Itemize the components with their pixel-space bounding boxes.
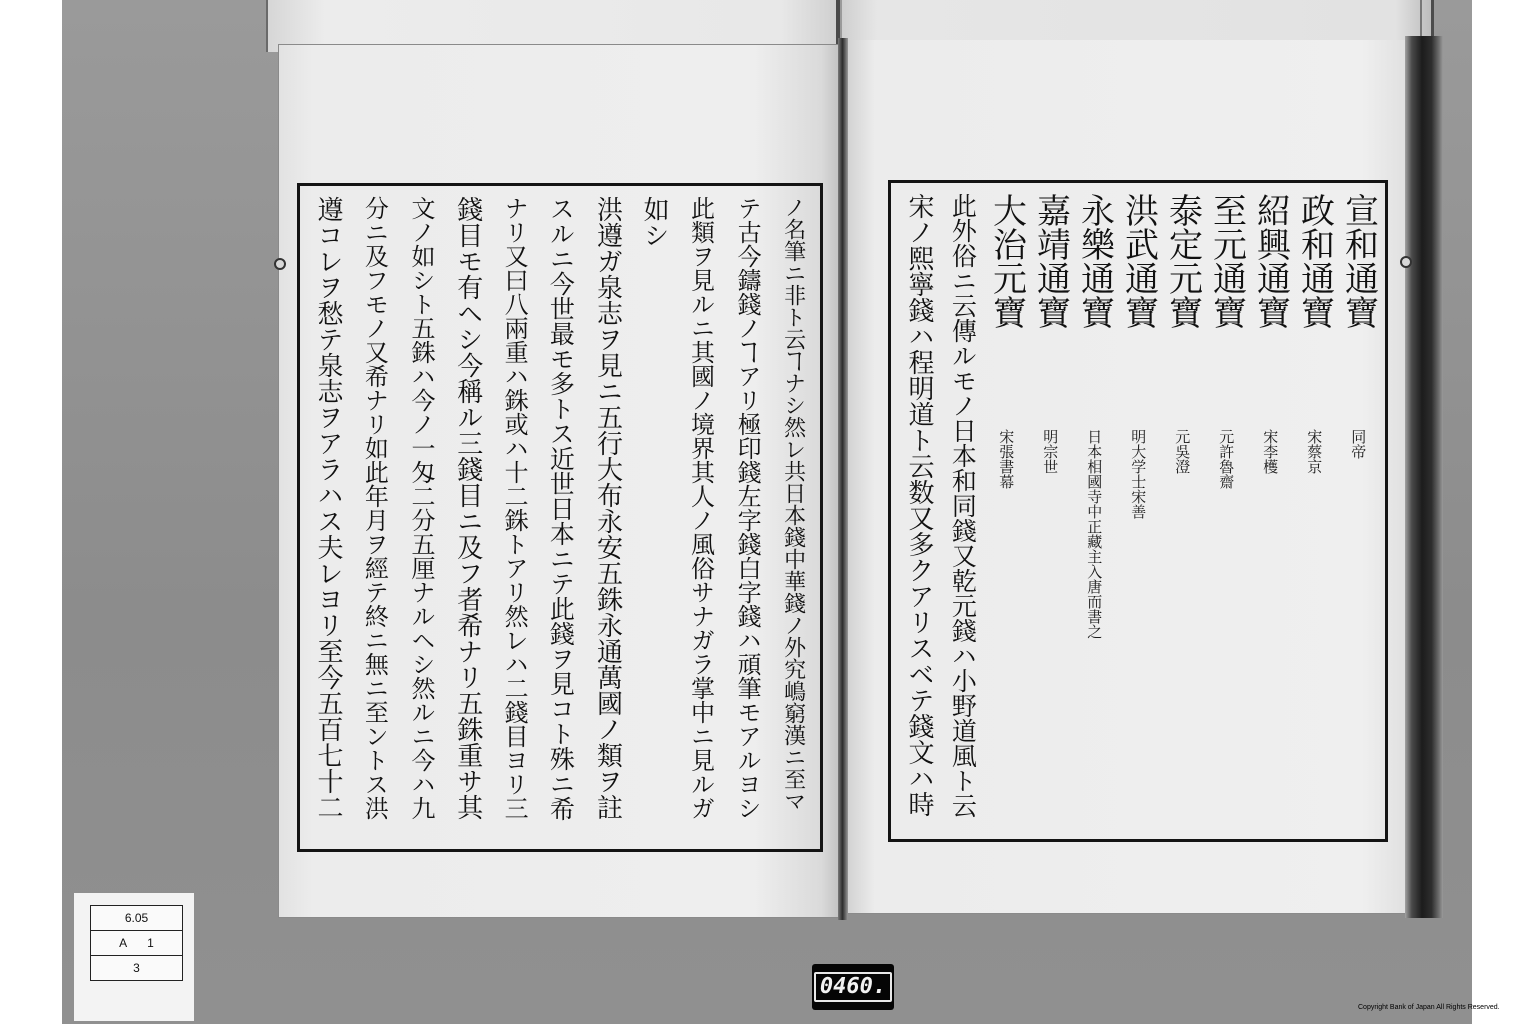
coin-column — [1293, 191, 1335, 833]
frame-number: 0460. — [814, 972, 892, 1002]
calligrapher-note: 宋李檴 — [1261, 429, 1280, 474]
calligrapher-note: 同帝 — [1349, 429, 1368, 459]
calligrapher-note: 明大学士宋善 — [1129, 429, 1148, 519]
coin-inscription: 宣和通寶 — [1338, 193, 1379, 329]
column-text: テ古今鑄錢ノヿアリ極印錢左字錢白字錢ハ頑筆モアルヨシ — [733, 196, 762, 820]
text-column — [306, 194, 348, 843]
coin-inscription: 泰定元寶 — [1162, 193, 1203, 329]
label-section-number: 1 — [147, 936, 154, 950]
column-text: ナリ又曰八兩重ハ銖或ハ十二銖トアリ然レハ二錢目ヨリ三 — [500, 196, 529, 820]
column-text: スルニ今世最モ多トス近世日本ニテ此錢ヲ見コト殊ニ希 — [546, 196, 576, 821]
column-text: 此外俗ニ云傳ルモノ日本和同錢又乾元錢ハ小野道風ト云 — [948, 193, 978, 818]
coin-column — [985, 191, 1027, 833]
left-page-columns — [306, 194, 814, 843]
label-row-section — [91, 931, 182, 956]
text-column — [941, 191, 983, 833]
calligrapher-note: 明宗世 — [1041, 429, 1060, 474]
text-column — [897, 191, 939, 833]
text-column — [679, 194, 721, 843]
book-binding — [1405, 36, 1443, 918]
coin-inscription: 至元通寶 — [1206, 193, 1247, 329]
coin-column — [1029, 191, 1071, 833]
text-column — [353, 194, 395, 843]
coin-inscription: 嘉靖通寶 — [1030, 193, 1071, 329]
label-row-shelf — [91, 906, 182, 931]
coin-column — [1117, 191, 1159, 833]
coin-inscription: 大治元寶 — [986, 193, 1027, 329]
label-row-volume — [91, 956, 182, 980]
column-text: 分ニ及フモノ又希ナリ如此年月ヲ經テ終ニ無ニ至ントス洪 — [360, 196, 389, 820]
column-text: 遵コレヲ愁テ泉志ヲアラハス夫レヨリ至今五百七十二 — [312, 196, 343, 820]
coin-inscription: 永樂通寶 — [1074, 193, 1115, 329]
text-column — [539, 194, 581, 843]
binding-hole-icon — [274, 258, 286, 270]
text-column — [772, 194, 814, 843]
calligrapher-note: 日本相國寺中正藏主入唐而書之 — [1085, 429, 1104, 639]
right-page-columns — [897, 191, 1379, 833]
calligrapher-note: 宋蔡京 — [1305, 429, 1324, 474]
column-text: 文ノ如シト五銖ハ今ノ一匁二分五厘ナルヘシ然ルニ今ハ九 — [406, 196, 435, 820]
label-section-letter: A — [119, 936, 128, 950]
text-column — [632, 194, 674, 843]
column-text: 如シ — [639, 196, 670, 248]
coin-column — [1161, 191, 1203, 833]
archive-label-table — [90, 905, 183, 981]
text-column — [399, 194, 441, 843]
label-volume-number: 3 — [133, 961, 140, 975]
coin-inscription: 紹興通寶 — [1250, 193, 1291, 329]
coin-column — [1205, 191, 1247, 833]
copyright-notice: Copyright Bank of Japan All Rights Reserved. — [1358, 1004, 1500, 1011]
coin-column — [1073, 191, 1115, 833]
text-column — [586, 194, 628, 843]
text-column — [446, 194, 488, 843]
coin-inscription: 政和通寶 — [1294, 193, 1335, 329]
binding-hole-icon — [1400, 256, 1412, 268]
column-text: 錢目モ有ヘシ今稱ル三錢目ニ及フ者希ナリ五銖重サ其 — [452, 196, 483, 820]
coin-inscription: 洪武通寶 — [1118, 193, 1159, 329]
label-shelf-number: 6.05 — [124, 911, 149, 925]
left-page-text-frame — [297, 183, 823, 852]
coin-column — [1337, 191, 1379, 833]
calligrapher-note: 元吳澄 — [1173, 429, 1192, 474]
calligrapher-note: 宋張書幕 — [997, 429, 1016, 489]
right-page-text-frame — [888, 180, 1388, 842]
column-text: 宋ノ熙寧錢ハ程明道ト云数又多クアリスベテ錢文ハ時 — [903, 193, 934, 817]
book-gutter — [838, 38, 848, 920]
column-text: ノ名筆ニ非ト云ヿナシ然レ共日本錢中華錢ノ外究嶋窮漢ニ至マ — [780, 196, 806, 812]
column-text: 洪遵ガ泉志ヲ見ニ五行大布永安五銖永通萬國ノ類ヲ註 — [592, 196, 623, 820]
column-text: 此類ヲ見ルニ其國ノ境界其人ノ風俗サナガラ掌中ニ見ルガ — [686, 196, 715, 820]
calligrapher-note: 元許魯齋 — [1217, 429, 1236, 489]
text-column — [492, 194, 534, 843]
coin-column — [1249, 191, 1291, 833]
frame-number-stamp — [812, 964, 894, 1010]
text-column — [725, 194, 767, 843]
